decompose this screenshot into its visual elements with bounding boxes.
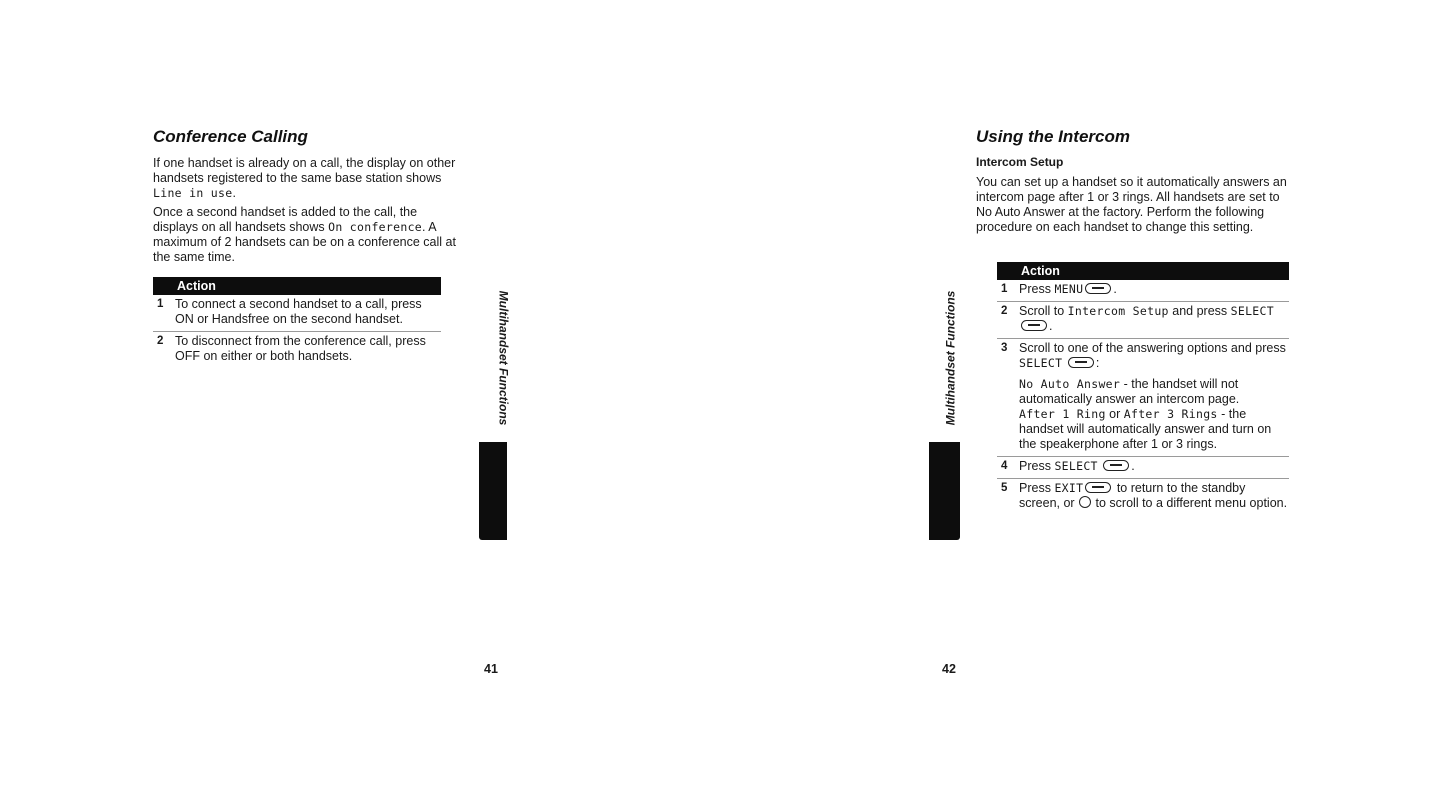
action-step: 4 Press SELECT . [997,457,1289,479]
option-no-auto-answer: No Auto Answer - the handset will not automatically answer an intercom page. [1019,377,1240,406]
action-step: 5 Press EXIT to return to the standby screen, or to scroll to a different menu option. [997,479,1289,515]
softkey-icon [1103,460,1129,471]
action-table [997,262,1289,515]
page-42 [723,0,1446,792]
softkey-icon [1021,320,1047,331]
step-number: 4 [1001,460,1008,472]
lcd-text: Intercom Setup [1067,304,1169,318]
select-key-label: SELECT [1230,304,1274,318]
side-section-label: Multihandset Functions [496,290,511,426]
exit-key-label: EXIT [1054,481,1084,495]
step-text: To connect a second handset to a call, press ON or Handsfree on the second handset. [175,297,422,326]
section-title: Using the Intercom [976,127,1130,146]
action-step: 1 Press MENU . [997,280,1289,302]
intro-paragraph: If one handset is already on a call, the display on other handsets registered to the same base station shows Line in use. [153,156,456,200]
step-number: 1 [157,298,164,310]
step-number: 2 [1001,305,1008,317]
action-step [153,295,441,332]
action-step: 2 Scroll to Intercom Setup and press SELECT . [997,302,1289,339]
softkey-icon [1068,357,1094,368]
side-tab [929,442,960,540]
intercom-paragraph: You can set up a handset so it automatically answers an intercom page after 1 or 3 rings. All handsets are set to No Auto Answer at the factory. Perform the following procedure on each handset to change this setting. [976,175,1287,234]
conference-paragraph: Once a second handset is added to the call, the displays on all handsets shows On conference. A maximum of 2 handsets can be on a conference call at the same time. [153,205,456,264]
action-step: 3 Scroll to one of the answering options and press SELECT : No Auto Answer - the handset will not automatically answer an intercom page. After 1 Ring or After 3 Rings - the handset will automatically answer and turn on the speakerphone after 1 or 3 rings. [997,339,1289,457]
step-number: 1 [1001,283,1008,295]
lcd-text: On conference [328,220,423,234]
action-step [153,332,441,368]
step-number: 2 [157,335,164,347]
option-after-rings: After 1 Ring or After 3 Rings - the handset will automatically answer and turn on the speakerphone after 1 or 3 rings. [1019,407,1272,451]
page-number: 41 [484,662,498,676]
softkey-icon [1085,283,1111,294]
step-text: To disconnect from the conference call, press OFF on either or both handsets. [175,334,426,363]
step-number: 3 [1001,342,1008,354]
page-number: 42 [942,662,956,676]
select-key-label: SELECT [1054,459,1098,473]
scroll-key-icon [1079,496,1091,508]
side-section-label: Multihandset Functions [943,290,958,426]
subsection-title: Intercom Setup [976,155,1064,169]
menu-key-label: MENU [1054,282,1084,296]
action-header: Action [997,262,1289,280]
action-header: Action [153,277,441,295]
action-table [153,277,441,368]
lcd-text: Line in use [153,186,233,200]
softkey-icon [1085,482,1111,493]
step-number: 5 [1001,482,1008,494]
select-key-label: SELECT [1019,356,1063,370]
side-tab [479,442,507,540]
section-title: Conference Calling [153,127,308,146]
